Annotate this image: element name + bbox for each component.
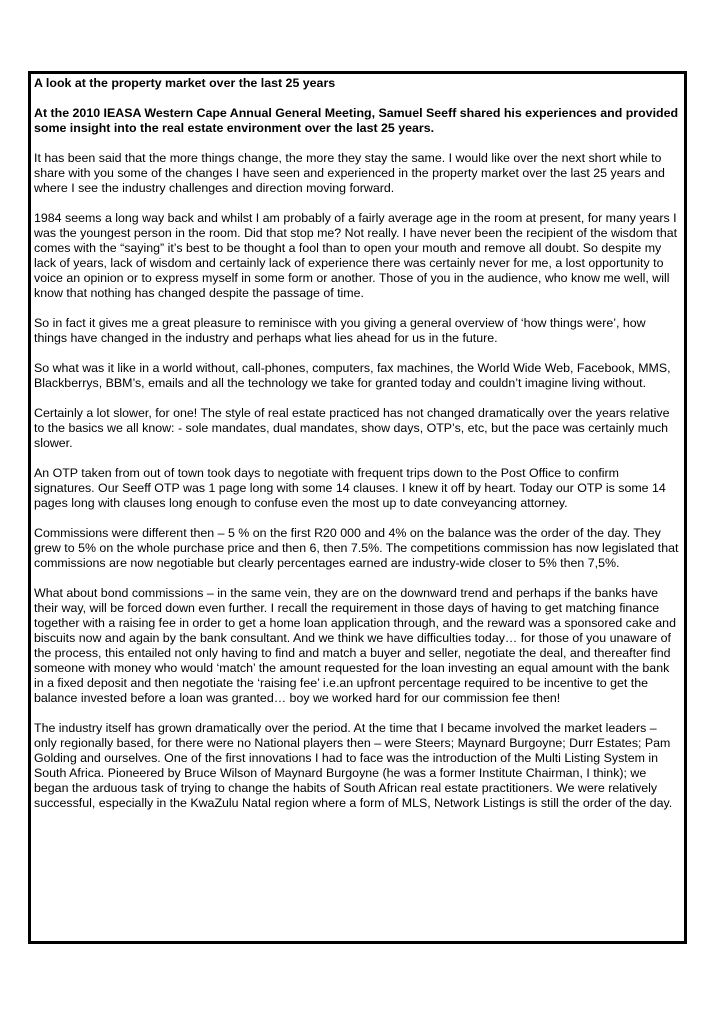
paragraph: Certainly a lot slower, for one! The style of real estate practiced has not changed dramatically over the years relative to the basics we all know: - sole mandates, dual mandates, show days, OTP’s, etc, but the pace was certainly much slower.	[34, 406, 670, 450]
paragraph: An OTP taken from out of town took days to negotiate with frequent trips down to the Post Office to confirm signatures. Our Seeff OTP was 1 page long with some 14 clauses. I knew it off by heart. Today our OTP is some 14 pages long with clauses long enough to confuse even the most up to date conveyancing attorney.	[34, 466, 666, 510]
paragraph: 1984 seems a long way back and whilst I am probably of a fairly average age in the room at present, for many years I was the youngest person in the room. Did that stop me? Not really. I have never been the recipient of the wisdom that comes with the “saying” it’s best to be thought a fool than to open your mouth and remove all doubt. So despite my lack of years, lack of wisdom and certainly lack of experience there was certainly never for me, a lost opportunity to voice an opinion or to express myself in some form or another. Those of you in the audience, who know me well, will know that nothing has changed despite the passage of time.	[34, 211, 678, 300]
paragraph: It has been said that the more things change, the more they stay the same. I would like over the next short while to share with you some of the changes I have seen and experienced in the property market over the last 25 years and where I see the industry challenges and direction moving forward.	[34, 151, 665, 195]
document-frame	[28, 71, 687, 944]
paragraph: The industry itself has grown dramatically over the period. At the time that I became involved the market leaders – only regionally based, for there were no National players then – were Steers; Maynard Burgoyne; Durr Estates; Pam Golding and ourselves. One of the first innovations I had to face was the introduction of the Multi Listing System in South Africa. Pioneered by Bruce Wilson of Maynard Burgoyne (he was a former Institute Chairman, I think); we began the arduous task of trying to change the habits of South African real estate practitioners. We were relatively successful, especially in the KwaZulu Natal region where a form of MLS, Network Listings is still the order of the day.	[34, 721, 673, 810]
document-title: A look at the property market over the last 25 years	[34, 76, 336, 90]
paragraph: So in fact it gives me a great pleasure to reminisce with you giving a general overview of ‘how things were’, how things have changed in the industry and perhaps what lies ahead for us in the future.	[34, 316, 646, 345]
paragraph: So what was it like in a world without, call-phones, computers, fax machines, the World Wide Web, Facebook, MMS, Blackberrys, BBM’s, emails and all the technology we take for granted today and couldn’t imagine living without.	[34, 361, 671, 390]
paragraph: Commissions were different then – 5 % on the first R20 000 and 4% on the balance was the order of the day. They grew to 5% on the whole purchase price and then 6, then 7.5%. The competitions commission has now legislated that commissions are now negotiable but clearly percentages earned are industry-wide closer to 5% then 7,5%.	[34, 526, 679, 570]
paragraph: What about bond commissions – in the same vein, they are on the downward trend and perhaps if the banks have their way, will be forced down even further. I recall the requirement in those days of having to get matching finance together with a raising fee in order to get a home loan application through, and the reward was a sponsored cake and biscuits now and again by the bank consultant. And we think we have difficulties today… for those of you unaware of the process, this entailed not only having to find and match a buyer and seller, negotiate the deal, and thereafter find someone with money who would ‘match’ the amount requested for the loan investing an equal amount with the bank in a fixed deposit and then negotiate the ‘raising fee’ i.e.an upfront percentage required to be incentive to get the balance invested before a loan was granted… boy we worked hard for our commission fee then!	[34, 586, 676, 705]
document-subtitle: At the 2010 IEASA Western Cape Annual General Meeting, Samuel Seeff shared his experiences and provided some insight into the real estate environment over the last 25 years.	[34, 106, 679, 135]
